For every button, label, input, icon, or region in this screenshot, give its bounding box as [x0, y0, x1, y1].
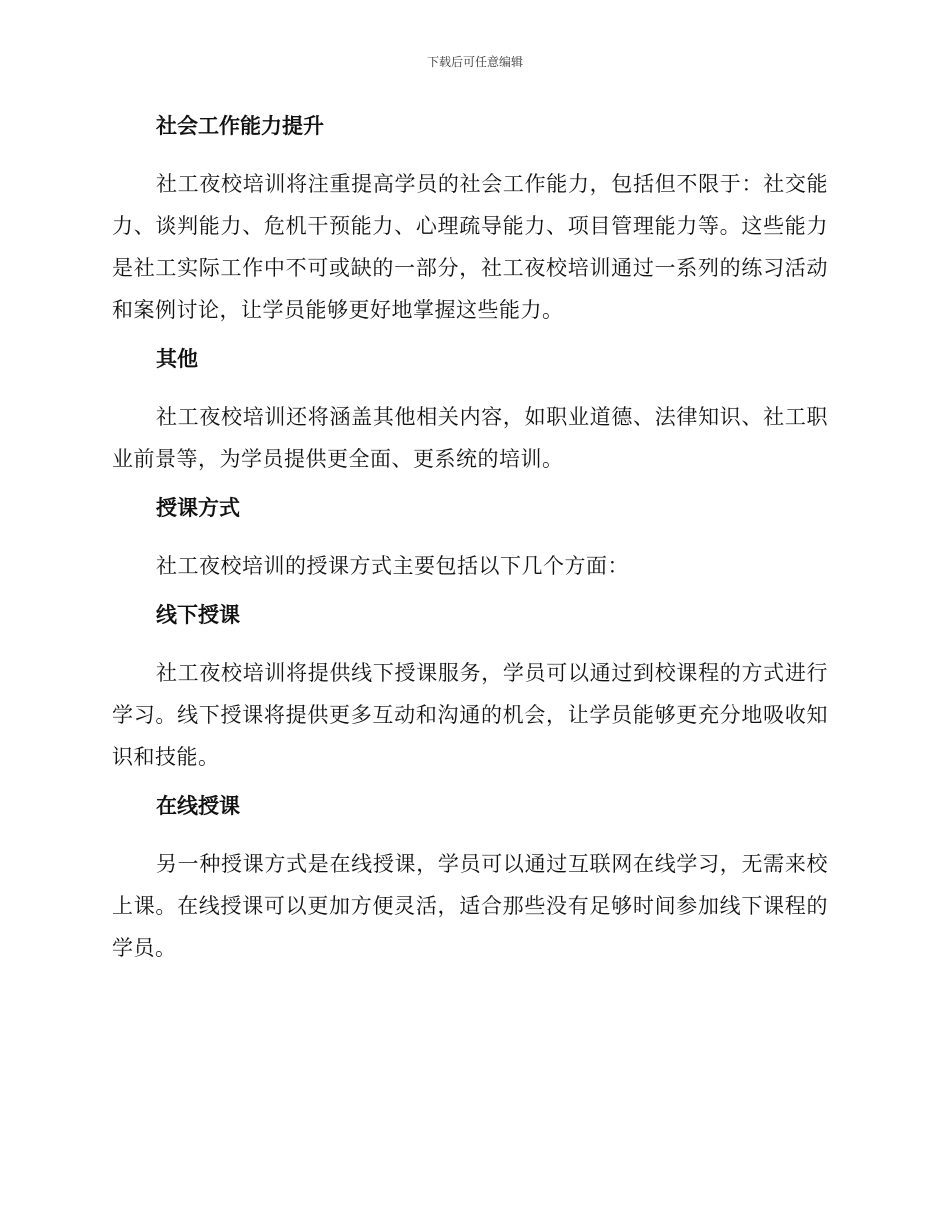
paragraph-social-work-skills: 社工夜校培训将注重提高学员的社会工作能力，包括但不限于：社交能力、谈判能力、危机干预能力、心理疏导能力、项目管理能力等。这些能力是社工实际工作中不可或缺的一部分，社工夜校培训通过一系列的练习活动和案例讨论，让学员能够更好地掌握这些能力。	[112, 172, 828, 322]
paragraph-other: 社工夜校培训还将涵盖其他相关内容，如职业道德、法律知识、社工职业前景等，为学员提供更全面、更系统的培训。	[112, 405, 828, 471]
paragraph-teaching-methods: 社工夜校培训的授课方式主要包括以下几个方面：	[156, 554, 629, 578]
paragraph-offline-teaching: 社工夜校培训将提供线下授课服务，学员可以通过到校课程的方式进行学习。线下授课将提供更多互动和沟通的机会，让学员能够更充分地吸收知识和技能。	[112, 661, 828, 769]
section-title-social-work-skills: 社会工作能力提升	[156, 114, 324, 138]
section-title-online-teaching: 在线授课	[156, 794, 240, 818]
section-title-other: 其他	[156, 347, 198, 371]
document-body	[112, 110, 828, 981]
section-title-offline-teaching: 线下授课	[156, 603, 240, 627]
page-header: 下载后可任意编辑	[426, 55, 523, 69]
section-title-teaching-methods: 授课方式	[156, 496, 240, 520]
paragraph-online-teaching: 另一种授课方式是在线授课，学员可以通过互联网在线学习，无需来校上课。在线授课可以更加方便灵活，适合那些没有足够时间参加线下课程的学员。	[112, 852, 828, 960]
